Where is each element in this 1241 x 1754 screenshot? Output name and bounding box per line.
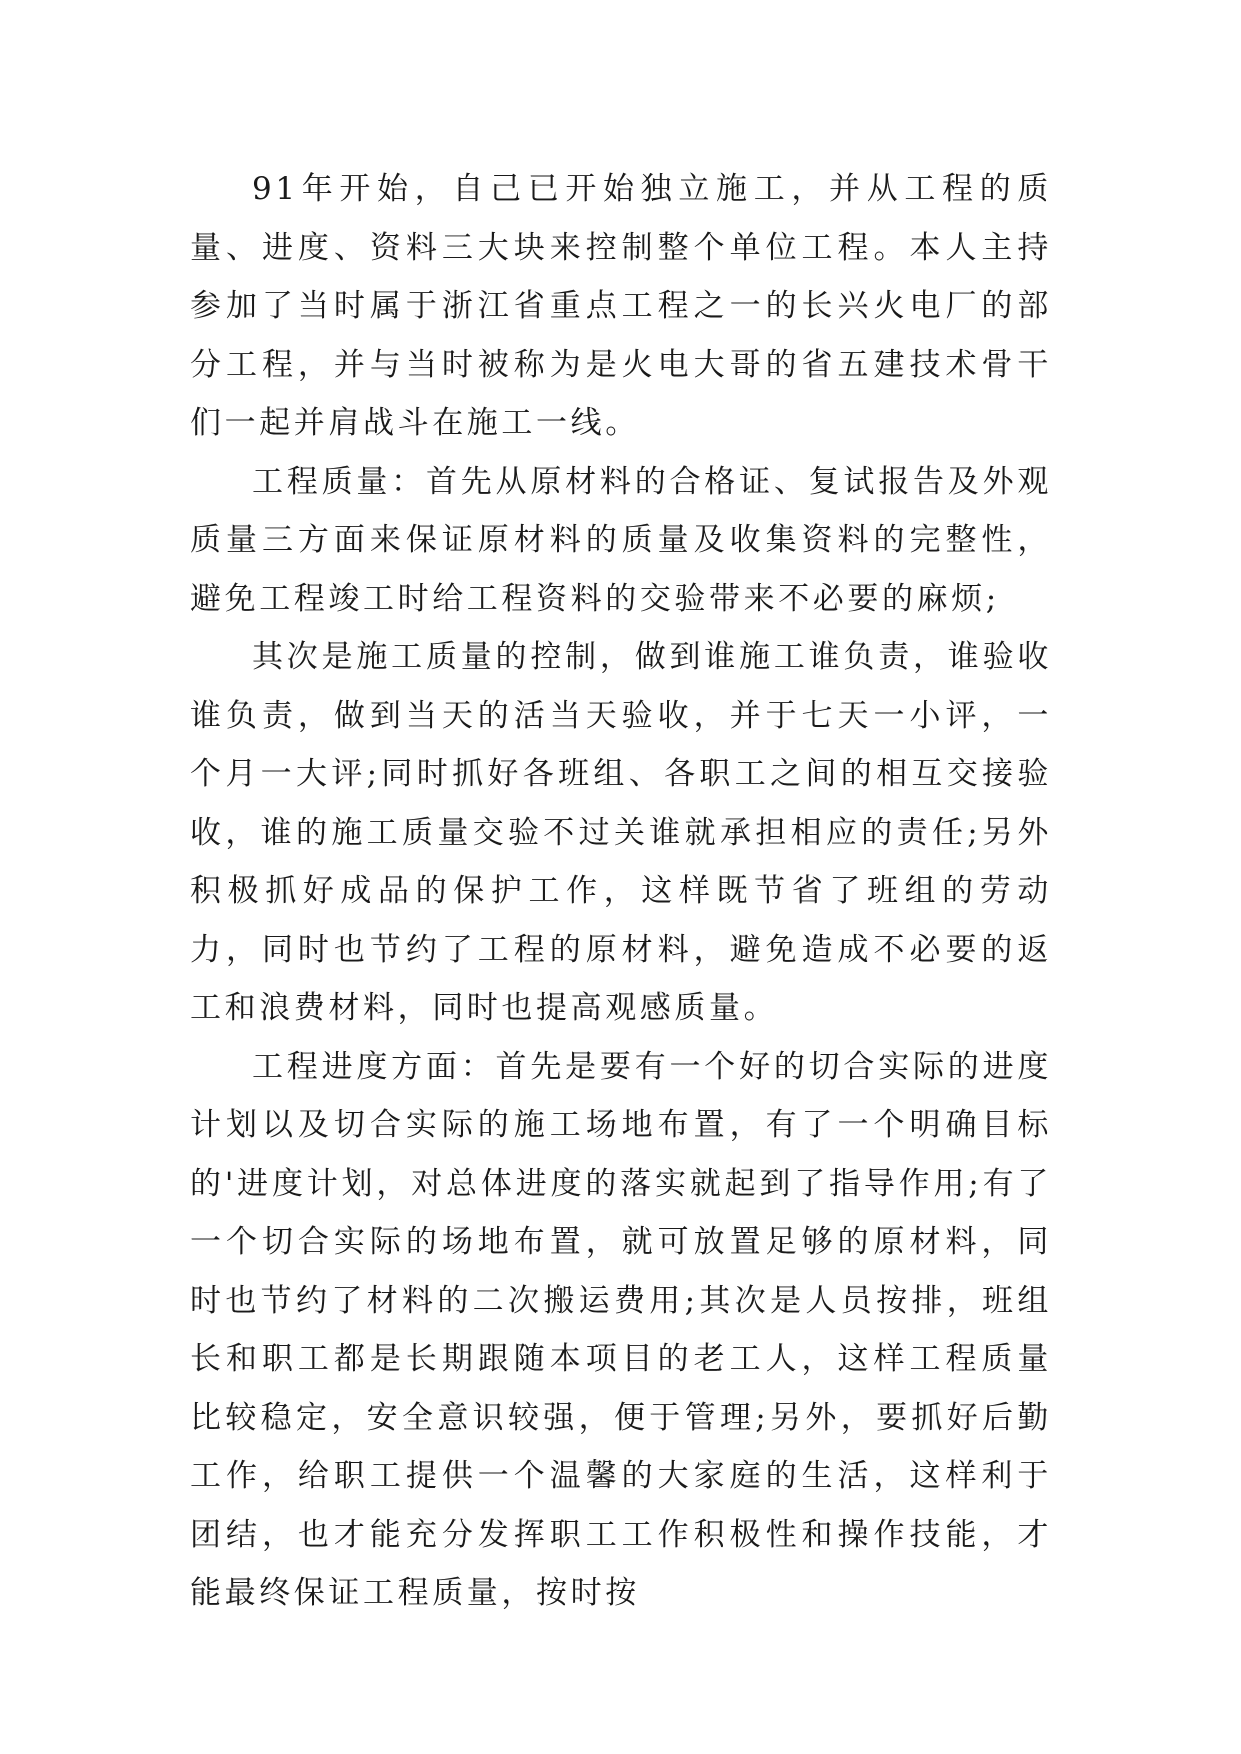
paragraph-4: 工程进度方面：首先是要有一个好的切合实际的进度计划以及切合实际的施工场地布置，有了一个明确目标的'进度计划，对总体进度的落实就起到了指导作用;有了一个切合实际的场地布置，就可放置足够的原材料，同时也节约了材料的二次搬运费用;其次是人员按排，班组长和职工都是长期跟随本项目的老工人，这样工程质量比较稳定，安全意识较强，便于管理;另外，要抓好后勤工作，给职工提供一个温馨的大家庭的生活，这样利于团结，也才能充分发挥职工工作积极性和操作技能，才能最终保证工程质量，按时按: [190, 1048, 1052, 1611]
paragraph-1: 91年开始，自己已开始独立施工，并从工程的质量、进度、资料三大块来控制整个单位工程。本人主持参加了当时属于浙江省重点工程之一的长兴火电厂的部分工程，并与当时被称为是火电大哥的省五建技术骨干们一起并肩战斗在施工一线。: [190, 171, 1052, 441]
paragraph-2: 工程质量：首先从原材料的合格证、复试报告及外观质量三方面来保证原材料的质量及收集资料的完整性，避免工程竣工时给工程资料的交验带来不必要的麻烦;: [190, 463, 1052, 617]
paragraph-3: 其次是施工质量的控制，做到谁施工谁负责，谁验收谁负责，做到当天的活当天验收，并于七天一小评，一个月一大评;同时抓好各班组、各职工之间的相互交接验收，谁的施工质量交验不过关谁就承担相应的责任;另外积极抓好成品的保护工作，这样既节省了班组的劳动力，同时也节约了工程的原材料，避免造成不必要的返工和浪费材料，同时也提高观感质量。: [190, 639, 1052, 1026]
document-body: [190, 160, 1052, 1623]
